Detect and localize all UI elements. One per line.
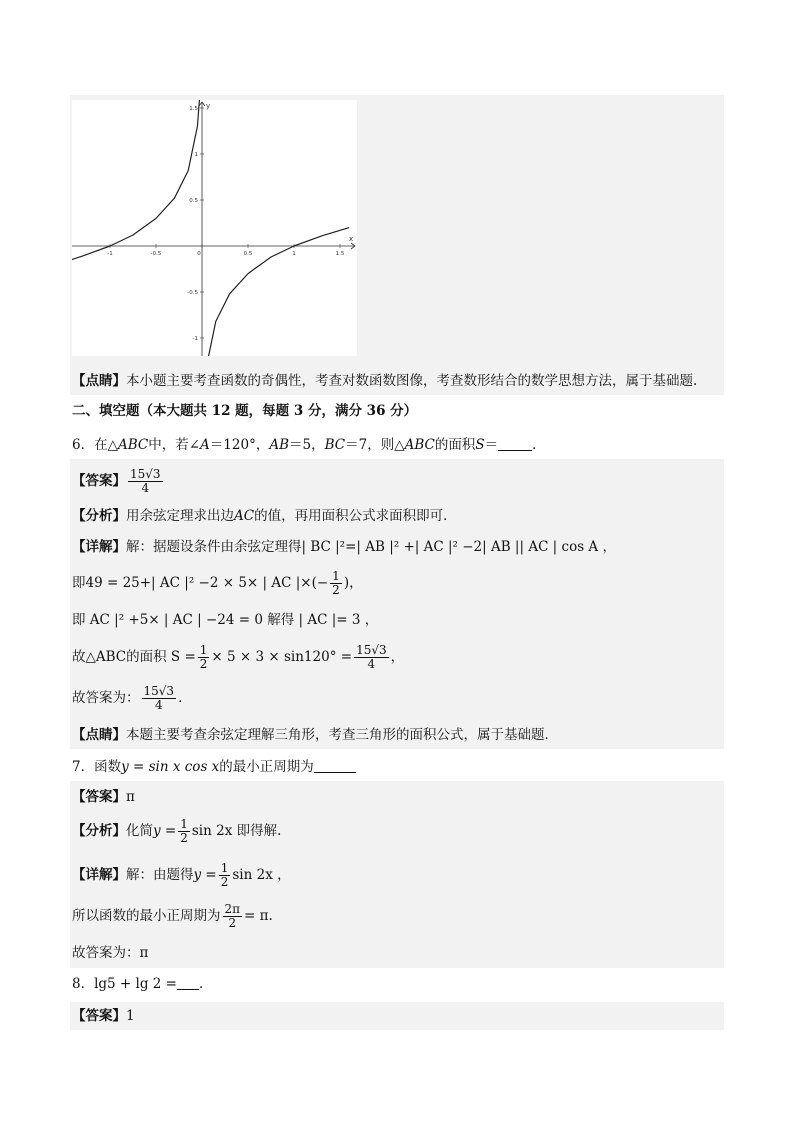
q6-s: S bbox=[475, 437, 485, 453]
q7-analysis-num: 1 bbox=[180, 817, 188, 831]
q6-mid1: 中，若∠ bbox=[148, 437, 201, 453]
q6-abc: ABC bbox=[117, 437, 149, 453]
q6-mid6: ＝ bbox=[484, 437, 499, 453]
q7-period-frac bbox=[223, 903, 243, 930]
q8-expr: lg5 + lg 2 = bbox=[94, 976, 177, 992]
q7-prefix: 7．函数 bbox=[72, 759, 122, 775]
q7-detail-tag: 【详解】 bbox=[72, 867, 126, 883]
q7-detail-fn: y = bbox=[193, 867, 217, 883]
q6-detail-4-frac2 bbox=[354, 644, 389, 671]
q5-comment-tag: 【点睛】 bbox=[72, 373, 126, 389]
q7-detail-frac bbox=[219, 862, 231, 889]
q8-end: ． bbox=[198, 976, 213, 992]
q6-ab: AB bbox=[269, 437, 289, 453]
x-tick-label: 1 bbox=[292, 251, 296, 257]
q6-analysis bbox=[72, 506, 457, 526]
graph-svg bbox=[72, 100, 357, 356]
x-axis-label: x bbox=[349, 235, 354, 243]
q7-period-num: 2π bbox=[224, 902, 241, 916]
x-tick-label: 0.5 bbox=[243, 251, 253, 257]
curve-branch-1 bbox=[72, 100, 200, 263]
q6-answer-num: 15√3 bbox=[130, 467, 161, 481]
q8-answer-value: 1 bbox=[126, 1008, 135, 1024]
q7-detail-b: sin 2x ， bbox=[232, 867, 291, 883]
x-tick-label: 1.5 bbox=[335, 251, 345, 257]
q7-analysis bbox=[72, 815, 281, 847]
q7-detail-den: 2 bbox=[220, 875, 229, 889]
q6-detail-2-num: 1 bbox=[332, 569, 340, 583]
q8-prefix: 8． bbox=[72, 976, 95, 992]
q6-detail-3-text: 即 AC |² +5× | AC | −24 = 0 解得 | AC |= 3 ， bbox=[72, 612, 379, 628]
q6-answer bbox=[72, 466, 165, 496]
q6-final-frac bbox=[142, 685, 177, 712]
q7-answer bbox=[72, 787, 135, 807]
q5-comment bbox=[72, 371, 697, 391]
q6-detail-tag: 【详解】 bbox=[72, 539, 126, 555]
q6-abc2: ABC bbox=[404, 437, 435, 453]
q6-detail-2b: )， bbox=[343, 575, 363, 591]
x-tick-label: -1 bbox=[107, 251, 113, 257]
q6-angle: A bbox=[200, 437, 210, 453]
y-axis-label: y bbox=[206, 102, 211, 110]
q7-final-text: 故答案为：π bbox=[72, 945, 149, 961]
q6-mid3: ＝5， bbox=[289, 437, 325, 453]
q6-bc: BC bbox=[324, 437, 346, 453]
y-tick-label: 0.5 bbox=[189, 198, 198, 204]
q6-detail-4-den1: 2 bbox=[199, 657, 208, 671]
q7-detail-num: 1 bbox=[220, 861, 229, 875]
q5-comment-text: 本小题主要考查函数的奇偶性，考查对数函数图像，考查数形结合的数学思想方法，属于基础题. bbox=[126, 373, 698, 389]
q6-comment-tag: 【点睛】 bbox=[72, 727, 126, 743]
q6-answer-den: 4 bbox=[141, 481, 150, 495]
q6-mid5: 的面积 bbox=[434, 437, 476, 453]
q6-final-a: 故答案为： bbox=[72, 690, 140, 706]
q7-answer-tag: 【答案】 bbox=[72, 789, 126, 805]
q6-detail-1 bbox=[72, 537, 616, 557]
q6-detail-4-den2: 4 bbox=[367, 657, 376, 671]
q7-suffix: 的最小正周期为 bbox=[219, 759, 314, 775]
q7-detail bbox=[72, 859, 291, 891]
q6-final-b: ． bbox=[178, 690, 192, 706]
q7-analysis-frac bbox=[178, 818, 190, 845]
q7-final bbox=[72, 943, 148, 963]
q8-answer bbox=[72, 1006, 135, 1026]
q7-period-a: 所以函数的最小正周期为 bbox=[72, 908, 221, 924]
q7-period-b: = π. bbox=[244, 908, 273, 924]
curve-branch-2 bbox=[204, 228, 349, 356]
q6-answer-blank[interactable] bbox=[498, 436, 532, 451]
q7-answer-blank[interactable] bbox=[314, 758, 356, 773]
q8-answer-blank[interactable] bbox=[177, 975, 199, 990]
q7-analysis-a: 化简 bbox=[126, 823, 153, 839]
q7-period-den: 2 bbox=[228, 916, 237, 930]
q6-detail-2a: 即49 = 25+| AC |² −2 × 5× | AC |×(− bbox=[72, 575, 329, 591]
q6-question bbox=[72, 435, 546, 455]
q7-analysis-tag: 【分析】 bbox=[72, 823, 126, 839]
q6-final-num: 15√3 bbox=[143, 684, 175, 698]
y-tick-label: 1.5 bbox=[189, 106, 198, 112]
q8-answer-band bbox=[70, 1002, 724, 1030]
q7-question bbox=[72, 757, 356, 777]
q6-detail-4-num1: 1 bbox=[199, 643, 208, 657]
q6-detail-3 bbox=[72, 610, 378, 630]
y-tick-label: -0.5 bbox=[187, 290, 198, 296]
q6-detail-4c: ， bbox=[390, 649, 405, 665]
q6-analysis-tag: 【分析】 bbox=[72, 508, 126, 524]
q6-detail-4a: 故△ABC的面积 S = bbox=[72, 649, 196, 665]
q6-mid2: ＝120°， bbox=[209, 437, 270, 453]
y-tick-label: -1 bbox=[192, 336, 198, 342]
q6-comment-text: 本题主要考查余弦定理解三角形，考查三角形的面积公式，属于基础题． bbox=[126, 727, 558, 743]
y-tick-label: 1 bbox=[194, 152, 198, 158]
x-tick-label: -0.5 bbox=[150, 251, 162, 257]
q6-final-den: 4 bbox=[154, 698, 163, 712]
q6-analysis-ac: AC bbox=[234, 508, 255, 524]
section-title-text: 二、填空题（本大题共 12 题，每题 3 分，满分 36 分） bbox=[72, 403, 418, 419]
x-tick-label: 0 bbox=[197, 251, 201, 257]
q6-analysis-b: 的值，再用面积公式求面积即可． bbox=[254, 508, 457, 524]
q6-answer-tag: 【答案】 bbox=[72, 473, 126, 489]
q7-period bbox=[72, 900, 273, 932]
q6-answer-frac bbox=[128, 468, 163, 495]
q7-analysis-den: 2 bbox=[180, 831, 188, 845]
q6-detail-4b: × 5 × 3 × sin120° = bbox=[211, 649, 353, 665]
q6-analysis-a: 用余弦定理求出边 bbox=[126, 508, 234, 524]
q6-detail-1-text: 解：据题设条件由余弦定理得| BC |²=| AB |² +| AC |² −2| AB || AC | cos A ， bbox=[126, 539, 616, 555]
q6-detail-4 bbox=[72, 641, 404, 673]
q6-detail-2-frac bbox=[330, 570, 342, 597]
q8-question bbox=[72, 974, 212, 994]
q6-detail-2 bbox=[72, 568, 363, 598]
q6-detail-2-den: 2 bbox=[332, 583, 340, 597]
function-graph bbox=[72, 100, 357, 356]
q7-analysis-b: sin 2x 即得解. bbox=[191, 823, 282, 839]
q6-final bbox=[72, 682, 192, 714]
q6-end: ． bbox=[532, 437, 546, 453]
q7-detail-a: 解：由题得 bbox=[126, 867, 194, 883]
q6-prefix: 6．在△ bbox=[72, 437, 118, 453]
q6-mid4: ＝7，则△ bbox=[345, 437, 405, 453]
q7-analysis-fn: y = bbox=[153, 823, 177, 839]
q7-answer-value: π bbox=[126, 789, 135, 805]
q6-detail-4-frac1 bbox=[198, 644, 210, 671]
q6-detail-4-num2: 15√3 bbox=[356, 643, 387, 657]
q6-comment bbox=[72, 725, 558, 745]
q8-answer-tag: 【答案】 bbox=[72, 1008, 126, 1024]
q7-fn: y = sin x cos x bbox=[121, 759, 220, 775]
section-title bbox=[72, 401, 417, 421]
